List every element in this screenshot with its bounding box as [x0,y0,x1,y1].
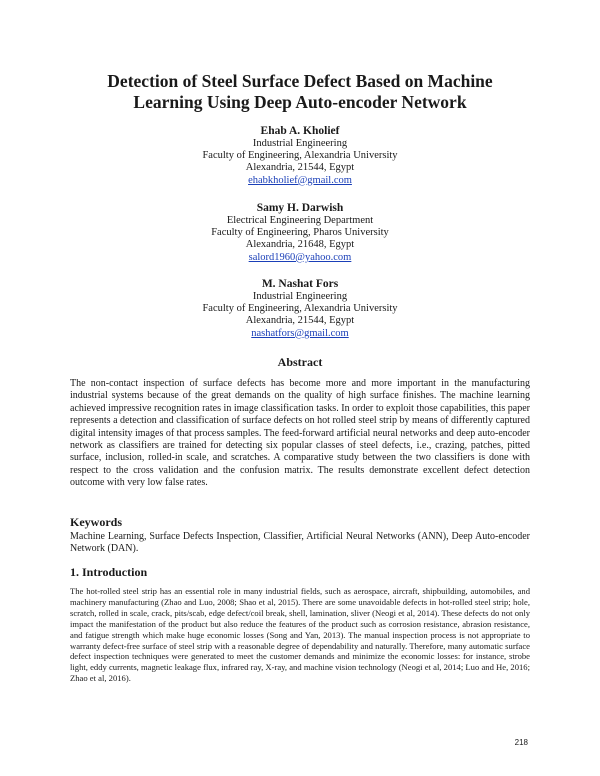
paper-title [60,71,540,113]
introduction-heading: 1. Introduction [70,565,148,579]
author-email-link[interactable]: salord1960@yahoo.com [248,251,352,263]
author-email-link[interactable]: nashatfors@gmail.com [251,327,349,339]
title-line-1: Detection of Steel Surface Defect Based on Machine [107,71,493,91]
author-address: Alexandria, 21544, Egypt [245,315,355,327]
author-dept: Industrial Engineering [252,138,348,149]
author-dept: Electrical Engineering Department [226,215,374,226]
author-address: Alexandria, 21544, Egypt [245,162,355,174]
keywords-heading: Keywords [70,515,122,529]
author-faculty: Faculty of Engineering, Pharos University [211,227,389,239]
abstract-heading: Abstract [277,355,323,369]
title-line-2: Learning Using Deep Auto-encoder Network [133,92,467,112]
page-number: 218 [514,738,528,747]
introduction-body: The hot-rolled steel strip has an essential role in many industrial fields, such as aerospace, aircraft, shipbuilding, automobiles, and machinery manufacturing (Zhao and Luo, 2008; Shao et al, 2015). There are some unavoidable defects in hot-rolled steel strip; hole, scratch, rolled in scale, crack, pits/scab, edge defect/coil break, shell, lamination, sliver (Neogi et al, 2014). These defects do not only impact the manifestation of the product but also reduce the features of the product such as corrosion resistance, abrasion resistance, and fatigue strength which make huge economic losses (Song and Yan, 2013). The manual inspection process is not appropriate to warranty defect-free surface of steel strip with a reasonable degree of dependability and naturally. Therefore, many automatic surface defect inspection techniques were generated to meet the customer demands and minimize the economic losses: for instance, strobe light, eddy currents, magnetic leakage flux, infrared ray, X-ray, and machine vision technology (Neogi et al, 2014; Luo and He, 2016; Zhao et al, 2016). [70,586,530,684]
abstract-body: The non-contact inspection of surface defects has become more and more important in the manufacturing industrial systems because of the great demands on the quality of high surface finishes. The machine learning achieved impressive recognition rates in image classification tasks. In order to exploit those capabilities, this paper represents a detection and classification of surface defects on hot rolled steel strip by means of differently captured digital intensity images of that process samples. The feed-forward artificial neural networks and deep auto-encoder network as classifiers are trained for detecting six popular classes of steel defects, i.e., crazing, patches, pitted surface, inclusion, rolled-in scale, and scratches. A comparative study between the two classifiers is done with respect to the cross validation and the confusion matrix. The results demonstrate excellent defect detection outcome with very low false rates. [70,378,530,489]
author-email-link[interactable]: ehabkholief@gmail.com [248,174,352,186]
author-faculty: Faculty of Engineering, Alexandria University [202,303,398,315]
author-name: M. Nashat Fors [261,278,339,290]
author-dept: Industrial Engineering [252,291,348,302]
author-faculty: Faculty of Engineering, Alexandria University [202,150,398,162]
author-name: Samy H. Darwish [256,202,344,214]
author-address: Alexandria, 21648, Egypt [245,239,355,251]
author-block-3 [100,277,500,340]
author-name: Ehab A. Kholief [260,125,340,137]
keywords-body: Machine Learning, Surface Defects Inspection, Classifier, Artificial Neural Networks (ANN), Deep Auto-encoder Network (DAN). [70,531,530,555]
author-block-2 [100,201,500,264]
author-block-1 [100,124,500,187]
